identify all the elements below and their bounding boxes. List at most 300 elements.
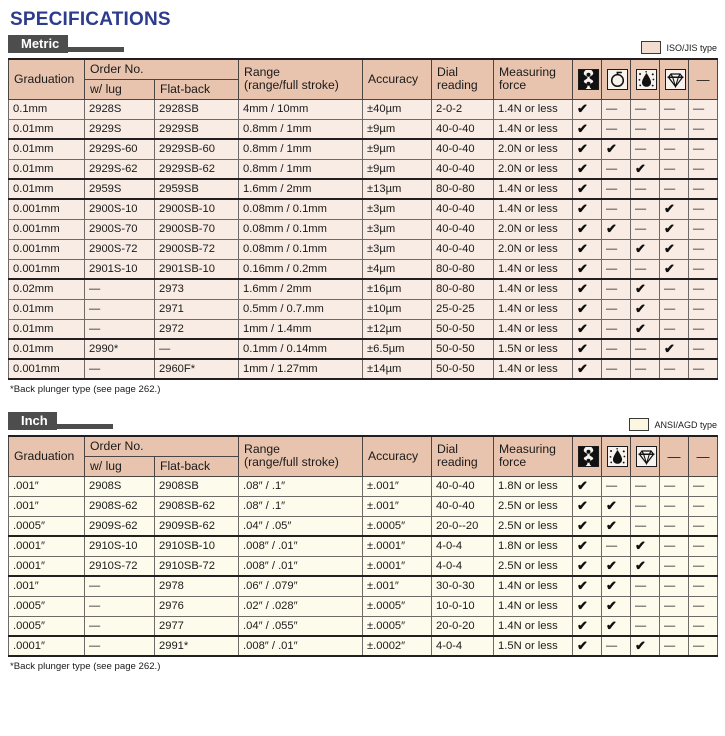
cell-feature-3 bbox=[660, 556, 689, 576]
cell-flat-back: — bbox=[155, 339, 239, 359]
cell-feature-0 bbox=[573, 99, 602, 119]
dash-icon: — bbox=[606, 122, 618, 135]
cell-graduation: 0.01mm bbox=[9, 119, 85, 139]
dash-icon: — bbox=[693, 223, 705, 235]
check-icon: ✔ bbox=[635, 538, 646, 554]
dash-icon: — bbox=[693, 162, 705, 175]
col-measuring-force: Measuring force bbox=[494, 436, 573, 476]
cell-dial-reading: 30-0-30 bbox=[432, 576, 494, 596]
cell-feature-4 bbox=[689, 616, 718, 636]
dash-icon: — bbox=[693, 262, 705, 275]
cell-accuracy: ±10µm bbox=[363, 299, 432, 319]
cell-feature-1 bbox=[602, 179, 631, 199]
cell-accuracy: ±3µm bbox=[363, 239, 432, 259]
legend-swatch bbox=[641, 41, 661, 54]
cell-feature-0 bbox=[573, 636, 602, 656]
cell-accuracy: ±4µm bbox=[363, 259, 432, 279]
cell-w-lug: — bbox=[85, 279, 155, 299]
dash-icon: — bbox=[693, 203, 705, 216]
cell-feature-0 bbox=[573, 259, 602, 279]
cell-accuracy: ±.0005″ bbox=[363, 516, 432, 536]
section-gap bbox=[8, 395, 717, 412]
cell-w-lug: 2909S-62 bbox=[85, 516, 155, 536]
cell-feature-2 bbox=[631, 99, 660, 119]
cell-feature-4 bbox=[689, 576, 718, 596]
cell-flat-back: 2971 bbox=[155, 299, 239, 319]
cell-feature-3 bbox=[660, 279, 689, 299]
dash-icon: — bbox=[606, 480, 618, 492]
cell-flat-back: 2900SB-10 bbox=[155, 199, 239, 219]
cell-range: .02″ / .028″ bbox=[239, 596, 363, 616]
cell-measuring-force: 1.4N or less bbox=[494, 299, 573, 319]
cell-feature-0 bbox=[573, 476, 602, 496]
cell-range: 4mm / 10mm bbox=[239, 99, 363, 119]
cell-feature-2 bbox=[631, 199, 660, 219]
cell-feature-1 bbox=[602, 99, 631, 119]
spec-table bbox=[8, 435, 718, 657]
cell-feature-0 bbox=[573, 496, 602, 516]
check-icon: ✔ bbox=[577, 478, 588, 493]
check-icon: ✔ bbox=[577, 260, 588, 276]
type-legend bbox=[641, 41, 717, 54]
cell-graduation: 0.001mm bbox=[9, 359, 85, 379]
cell-measuring-force: 1.8N or less bbox=[494, 476, 573, 496]
cell-graduation: .001″ bbox=[9, 496, 85, 516]
cell-w-lug: 2929S-62 bbox=[85, 159, 155, 179]
cell-range: .08″ / .1″ bbox=[239, 496, 363, 516]
footnote: *Back plunger type (see page 262.) bbox=[10, 384, 161, 395]
check-icon: ✔ bbox=[577, 281, 588, 297]
dash-icon: — bbox=[664, 519, 676, 532]
header-icon-jewel-bearing-icon bbox=[660, 59, 689, 99]
type-legend bbox=[629, 418, 717, 431]
cell-feature-1 bbox=[602, 139, 631, 159]
check-icon: ✔ bbox=[577, 160, 588, 176]
cell-range: .008″ / .01″ bbox=[239, 556, 363, 576]
cell-feature-1 bbox=[602, 339, 631, 359]
dash-icon: — bbox=[606, 303, 618, 315]
cell-measuring-force: 2.0N or less bbox=[494, 159, 573, 179]
dash-icon: — bbox=[664, 103, 676, 115]
cell-w-lug: 2908S-62 bbox=[85, 496, 155, 516]
cell-feature-3 bbox=[660, 616, 689, 636]
cell-feature-4 bbox=[689, 119, 718, 139]
check-icon: ✔ bbox=[635, 241, 646, 256]
cell-graduation: 0.1mm bbox=[9, 99, 85, 119]
cell-feature-4 bbox=[689, 199, 718, 219]
spec-section-metric bbox=[8, 35, 717, 395]
dash-icon: — bbox=[664, 322, 676, 335]
table-row bbox=[9, 259, 718, 279]
cell-flat-back: 2908SB bbox=[155, 476, 239, 496]
cell-feature-3 bbox=[660, 516, 689, 536]
dash-icon: — bbox=[606, 203, 618, 216]
table-row bbox=[9, 99, 718, 119]
cell-graduation: 0.01mm bbox=[9, 159, 85, 179]
cell-feature-4 bbox=[689, 496, 718, 516]
cell-graduation: .0005″ bbox=[9, 596, 85, 616]
cell-w-lug: — bbox=[85, 319, 155, 339]
cell-accuracy: ±12µm bbox=[363, 319, 432, 339]
cell-w-lug: 2959S bbox=[85, 179, 155, 199]
cell-dial-reading: 40-0-40 bbox=[432, 219, 494, 239]
dash-icon: — bbox=[664, 640, 676, 652]
cell-dial-reading: 80-0-80 bbox=[432, 279, 494, 299]
check-icon: ✔ bbox=[577, 638, 588, 653]
table-row bbox=[9, 616, 718, 636]
cell-feature-2 bbox=[631, 319, 660, 339]
check-icon: ✔ bbox=[606, 221, 617, 236]
dash-icon: — bbox=[693, 640, 705, 652]
cell-range: .008″ / .01″ bbox=[239, 636, 363, 656]
check-icon: ✔ bbox=[577, 301, 588, 316]
cell-feature-3 bbox=[660, 119, 689, 139]
cell-graduation: 0.01mm bbox=[9, 319, 85, 339]
dash-icon: — bbox=[696, 71, 710, 87]
cell-flat-back: 2929SB-60 bbox=[155, 139, 239, 159]
cell-feature-0 bbox=[573, 536, 602, 556]
cell-feature-4 bbox=[689, 359, 718, 379]
cell-feature-1 bbox=[602, 299, 631, 319]
dash-icon: — bbox=[635, 122, 647, 135]
cell-feature-0 bbox=[573, 596, 602, 616]
cell-dial-reading: 50-0-50 bbox=[432, 359, 494, 379]
cell-measuring-force: 1.4N or less bbox=[494, 179, 573, 199]
cell-dial-reading: 4-0-4 bbox=[432, 556, 494, 576]
dash-icon: — bbox=[693, 103, 705, 115]
dash-icon: — bbox=[635, 103, 647, 115]
cell-feature-1 bbox=[602, 476, 631, 496]
cell-range: 0.08mm / 0.1mm bbox=[239, 219, 363, 239]
cell-feature-4 bbox=[689, 536, 718, 556]
cell-feature-3 bbox=[660, 536, 689, 556]
cell-range: 1.6mm / 2mm bbox=[239, 179, 363, 199]
table-row bbox=[9, 536, 718, 556]
cell-w-lug: — bbox=[85, 299, 155, 319]
dash-icon: — bbox=[693, 143, 705, 156]
check-icon: ✔ bbox=[606, 617, 617, 633]
cell-dial-reading: 40-0-40 bbox=[432, 139, 494, 159]
cell-dial-reading: 40-0-40 bbox=[432, 199, 494, 219]
cell-w-lug: — bbox=[85, 596, 155, 616]
cell-feature-3 bbox=[660, 496, 689, 516]
cell-feature-1 bbox=[602, 556, 631, 576]
dash-icon: — bbox=[664, 580, 676, 593]
cell-measuring-force: 1.4N or less bbox=[494, 259, 573, 279]
col-range: Range (range/full stroke) bbox=[239, 59, 363, 99]
check-icon: ✔ bbox=[577, 320, 588, 336]
dash-icon: — bbox=[664, 480, 676, 492]
header-icon-shock-proof-icon bbox=[573, 436, 602, 476]
cell-feature-2 bbox=[631, 179, 660, 199]
shock-proof-icon bbox=[578, 69, 599, 90]
cell-feature-3 bbox=[660, 219, 689, 239]
cell-measuring-force: 1.4N or less bbox=[494, 596, 573, 616]
cell-range: 1.6mm / 2mm bbox=[239, 279, 363, 299]
check-icon: ✔ bbox=[577, 538, 588, 554]
check-icon: ✔ bbox=[635, 301, 646, 316]
cell-accuracy: ±.001″ bbox=[363, 476, 432, 496]
cell-w-lug: 2901S-10 bbox=[85, 259, 155, 279]
cell-flat-back: 2972 bbox=[155, 319, 239, 339]
cell-w-lug: — bbox=[85, 636, 155, 656]
dash-icon: — bbox=[693, 480, 705, 492]
cell-feature-1 bbox=[602, 239, 631, 259]
col-accuracy: Accuracy bbox=[363, 436, 432, 476]
cell-feature-1 bbox=[602, 199, 631, 219]
header-dash-4 bbox=[689, 436, 718, 476]
check-icon: ✔ bbox=[606, 141, 617, 157]
cell-dial-reading: 50-0-50 bbox=[432, 319, 494, 339]
check-icon: ✔ bbox=[577, 201, 588, 217]
cell-graduation: 0.01mm bbox=[9, 339, 85, 359]
check-icon: ✔ bbox=[577, 181, 588, 196]
dash-icon: — bbox=[664, 500, 676, 512]
table-row bbox=[9, 279, 718, 299]
cell-accuracy: ±.0002″ bbox=[363, 636, 432, 656]
check-icon: ✔ bbox=[664, 241, 675, 256]
cell-w-lug: — bbox=[85, 616, 155, 636]
sections-container bbox=[8, 35, 717, 672]
check-icon: ✔ bbox=[577, 361, 588, 376]
table-row bbox=[9, 359, 718, 379]
cell-flat-back: 2928SB bbox=[155, 99, 239, 119]
dash-icon: — bbox=[693, 122, 705, 135]
dash-icon: — bbox=[664, 540, 676, 553]
check-icon: ✔ bbox=[577, 341, 588, 356]
dash-icon: — bbox=[693, 303, 705, 315]
cell-feature-3 bbox=[660, 239, 689, 259]
cell-feature-3 bbox=[660, 576, 689, 596]
dash-icon: — bbox=[664, 363, 676, 375]
table-row bbox=[9, 339, 718, 359]
cell-feature-1 bbox=[602, 219, 631, 239]
dash-icon: — bbox=[696, 448, 710, 464]
cell-measuring-force: 1.5N or less bbox=[494, 339, 573, 359]
cell-feature-1 bbox=[602, 119, 631, 139]
dash-icon: — bbox=[693, 183, 705, 195]
cell-measuring-force: 1.4N or less bbox=[494, 279, 573, 299]
cell-w-lug: — bbox=[85, 359, 155, 379]
cell-feature-1 bbox=[602, 616, 631, 636]
col-order-no: Order No. bbox=[85, 59, 239, 79]
dash-icon: — bbox=[664, 283, 676, 296]
cell-accuracy: ±.0001″ bbox=[363, 556, 432, 576]
header-dash-3 bbox=[660, 436, 689, 476]
cell-feature-2 bbox=[631, 496, 660, 516]
cell-graduation: 0.001mm bbox=[9, 239, 85, 259]
cell-dial-reading: 20-0-20 bbox=[432, 616, 494, 636]
cell-flat-back: 2929SB-62 bbox=[155, 159, 239, 179]
col-graduation: Graduation bbox=[9, 59, 85, 99]
cell-range: 0.08mm / 0.1mm bbox=[239, 199, 363, 219]
cell-feature-0 bbox=[573, 319, 602, 339]
cell-measuring-force: 2.5N or less bbox=[494, 556, 573, 576]
legend-label: ANSI/AGD type bbox=[654, 419, 717, 430]
cell-feature-2 bbox=[631, 516, 660, 536]
cell-accuracy: ±.0005″ bbox=[363, 616, 432, 636]
cell-graduation: .0005″ bbox=[9, 516, 85, 536]
check-icon: ✔ bbox=[606, 578, 617, 594]
table-body bbox=[9, 476, 718, 656]
check-icon: ✔ bbox=[577, 221, 588, 236]
cell-dial-reading: 40-0-40 bbox=[432, 119, 494, 139]
cell-graduation: 0.01mm bbox=[9, 179, 85, 199]
spec-section-inch bbox=[8, 395, 717, 672]
cell-feature-2 bbox=[631, 616, 660, 636]
cell-feature-0 bbox=[573, 239, 602, 259]
check-icon: ✔ bbox=[577, 598, 588, 613]
cell-feature-3 bbox=[660, 596, 689, 616]
cell-feature-4 bbox=[689, 279, 718, 299]
cell-feature-3 bbox=[660, 299, 689, 319]
cell-w-lug: 2928S bbox=[85, 99, 155, 119]
cell-feature-2 bbox=[631, 219, 660, 239]
round-dial-icon bbox=[607, 69, 628, 90]
header-row-top bbox=[9, 436, 718, 456]
cell-feature-2 bbox=[631, 596, 660, 616]
cell-range: 0.8mm / 1mm bbox=[239, 159, 363, 179]
cell-feature-2 bbox=[631, 259, 660, 279]
cell-feature-4 bbox=[689, 476, 718, 496]
table-row bbox=[9, 596, 718, 616]
cell-accuracy: ±14µm bbox=[363, 359, 432, 379]
cell-graduation: .0001″ bbox=[9, 636, 85, 656]
table-row bbox=[9, 476, 718, 496]
col-range: Range (range/full stroke) bbox=[239, 436, 363, 476]
cell-w-lug: 2900S-10 bbox=[85, 199, 155, 219]
jewel-bearing-icon bbox=[665, 69, 686, 90]
cell-graduation: 0.01mm bbox=[9, 299, 85, 319]
dash-icon: — bbox=[635, 519, 647, 532]
dash-icon: — bbox=[606, 540, 618, 553]
cell-flat-back: 2973 bbox=[155, 279, 239, 299]
cell-graduation: 0.01mm bbox=[9, 139, 85, 159]
cell-feature-0 bbox=[573, 339, 602, 359]
cell-feature-2 bbox=[631, 119, 660, 139]
dash-icon: — bbox=[693, 322, 705, 335]
cell-feature-1 bbox=[602, 279, 631, 299]
cell-feature-4 bbox=[689, 339, 718, 359]
cell-feature-3 bbox=[660, 139, 689, 159]
cell-dial-reading: 25-0-25 bbox=[432, 299, 494, 319]
cell-range: 0.16mm / 0.2mm bbox=[239, 259, 363, 279]
water-dust-proof-icon bbox=[636, 69, 657, 90]
table-row bbox=[9, 159, 718, 179]
cell-feature-1 bbox=[602, 259, 631, 279]
spec-table bbox=[8, 58, 718, 380]
cell-flat-back: 2978 bbox=[155, 576, 239, 596]
dash-icon: — bbox=[606, 103, 618, 115]
cell-feature-4 bbox=[689, 299, 718, 319]
table-row bbox=[9, 319, 718, 339]
check-icon: ✔ bbox=[635, 281, 646, 297]
cell-range: 0.8mm / 1mm bbox=[239, 119, 363, 139]
col-dial-reading: Dial reading bbox=[432, 59, 494, 99]
header-icon-jewel-bearing-icon bbox=[631, 436, 660, 476]
dash-icon: — bbox=[635, 183, 647, 195]
cell-feature-0 bbox=[573, 576, 602, 596]
check-icon: ✔ bbox=[577, 578, 588, 594]
cell-range: .04″ / .055″ bbox=[239, 616, 363, 636]
cell-accuracy: ±9µm bbox=[363, 139, 432, 159]
cell-dial-reading: 40-0-40 bbox=[432, 159, 494, 179]
cell-feature-2 bbox=[631, 299, 660, 319]
cell-accuracy: ±3µm bbox=[363, 219, 432, 239]
section-rule bbox=[57, 424, 113, 429]
cell-feature-0 bbox=[573, 199, 602, 219]
cell-w-lug: 2929S-60 bbox=[85, 139, 155, 159]
col-measuring-force: Measuring force bbox=[494, 59, 573, 99]
col-flat-back: Flat-back bbox=[155, 79, 239, 99]
cell-feature-4 bbox=[689, 319, 718, 339]
header-dash-4 bbox=[689, 59, 718, 99]
cell-accuracy: ±9µm bbox=[363, 119, 432, 139]
cell-dial-reading: 10-0-10 bbox=[432, 596, 494, 616]
cell-feature-4 bbox=[689, 556, 718, 576]
cell-flat-back: 2901SB-10 bbox=[155, 259, 239, 279]
cell-flat-back: 2900SB-70 bbox=[155, 219, 239, 239]
cell-dial-reading: 4-0-4 bbox=[432, 536, 494, 556]
section-header bbox=[8, 35, 717, 53]
cell-graduation: .0001″ bbox=[9, 556, 85, 576]
cell-graduation: .0005″ bbox=[9, 616, 85, 636]
check-icon: ✔ bbox=[577, 241, 588, 256]
check-icon: ✔ bbox=[635, 160, 646, 176]
cell-accuracy: ±40µm bbox=[363, 99, 432, 119]
dash-icon: — bbox=[664, 162, 676, 175]
table-row bbox=[9, 636, 718, 656]
col-flat-back: Flat-back bbox=[155, 456, 239, 476]
dash-icon: — bbox=[664, 122, 676, 135]
cell-measuring-force: 2.5N or less bbox=[494, 496, 573, 516]
check-icon: ✔ bbox=[664, 341, 675, 356]
cell-accuracy: ±6.5µm bbox=[363, 339, 432, 359]
col-w-lug: w/ lug bbox=[85, 456, 155, 476]
dash-icon: — bbox=[635, 343, 647, 355]
cell-range: 0.8mm / 1mm bbox=[239, 139, 363, 159]
section-rule bbox=[68, 47, 124, 52]
cell-dial-reading: 80-0-80 bbox=[432, 259, 494, 279]
cell-dial-reading: 40-0-40 bbox=[432, 239, 494, 259]
check-icon: ✔ bbox=[606, 498, 617, 513]
cell-feature-4 bbox=[689, 219, 718, 239]
table-row bbox=[9, 516, 718, 536]
cell-accuracy: ±.001″ bbox=[363, 576, 432, 596]
cell-w-lug: 2908S bbox=[85, 476, 155, 496]
cell-feature-3 bbox=[660, 99, 689, 119]
cell-feature-4 bbox=[689, 179, 718, 199]
check-icon: ✔ bbox=[577, 498, 588, 513]
dash-icon: — bbox=[635, 500, 647, 512]
cell-range: .008″ / .01″ bbox=[239, 536, 363, 556]
cell-feature-3 bbox=[660, 636, 689, 656]
cell-feature-3 bbox=[660, 259, 689, 279]
cell-measuring-force: 2.0N or less bbox=[494, 219, 573, 239]
table-row bbox=[9, 139, 718, 159]
cell-flat-back: 2929SB bbox=[155, 119, 239, 139]
table-header bbox=[9, 59, 718, 99]
cell-feature-1 bbox=[602, 496, 631, 516]
cell-measuring-force: 2.0N or less bbox=[494, 139, 573, 159]
cell-dial-reading: 40-0-40 bbox=[432, 476, 494, 496]
cell-flat-back: 2909SB-62 bbox=[155, 516, 239, 536]
cell-flat-back: 2977 bbox=[155, 616, 239, 636]
dash-icon: — bbox=[606, 343, 618, 355]
cell-accuracy: ±13µm bbox=[363, 179, 432, 199]
dash-icon: — bbox=[635, 203, 647, 216]
cell-flat-back: 2976 bbox=[155, 596, 239, 616]
